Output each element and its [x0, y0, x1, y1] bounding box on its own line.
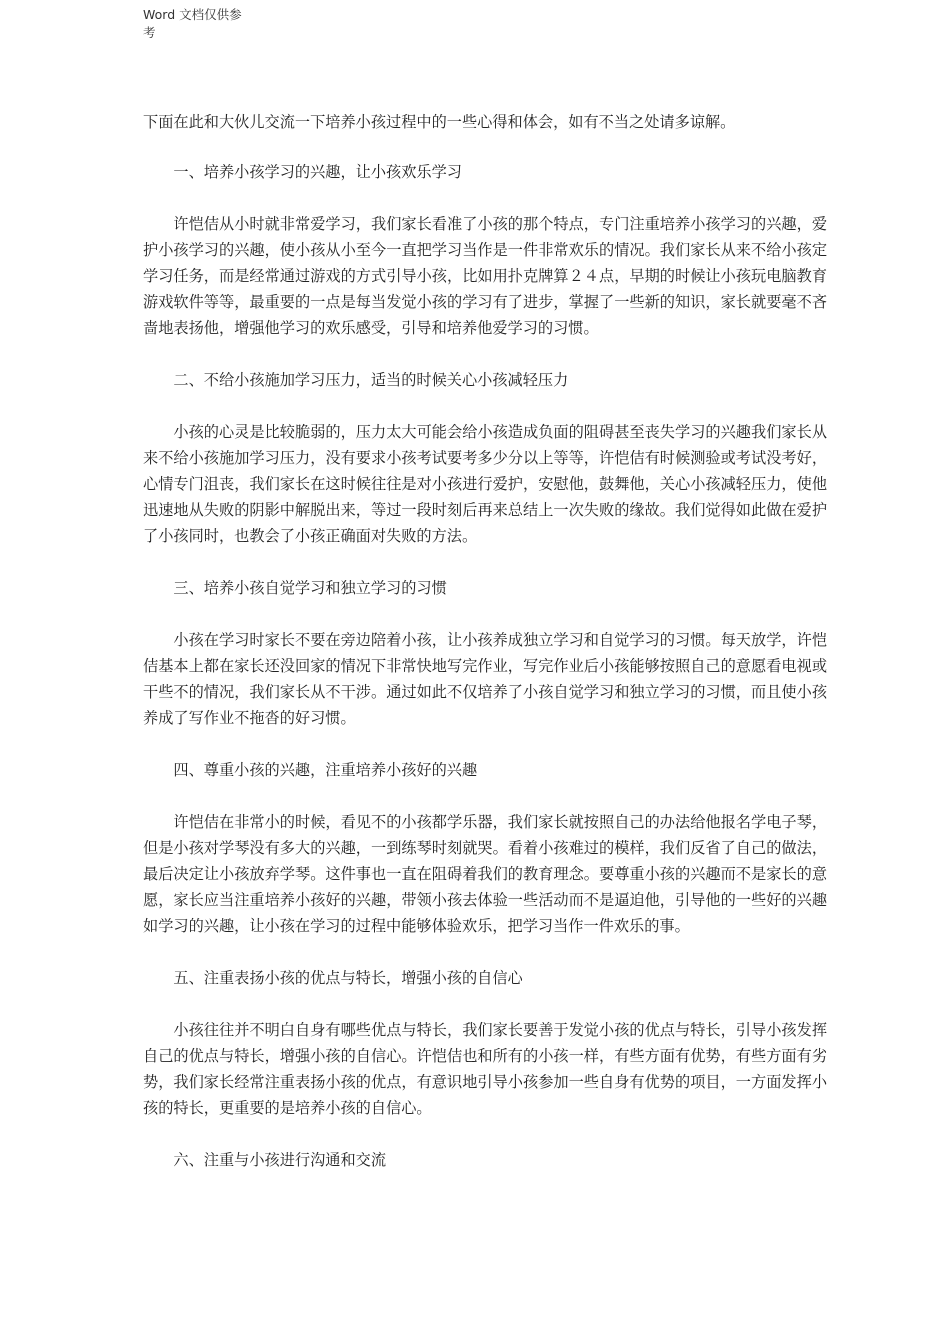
section-2-heading: 二、不给小孩施加学习压力，适当的时候关心小孩减轻压力: [173, 371, 569, 389]
section-2-body: 小孩的心灵是比较脆弱的，压力太大可能会给小孩造成负面的阻碍甚至丧失学习的兴趣我们家长从来不给小孩施加学习压力，没有要求小孩考试要考多少分以上等等，许恺佶有时候测验或考试没考好，心情专门沮丧，我们家长在这时候往往是对小孩进行爱护，安慰他，鼓舞他，关心小孩减轻压力，使他迅速地从失败的阴影中解脱出来，等过一段时刻后再来总结上一次失败的缘故。我们觉得如此做在爱护了小孩同时，也教会了小孩正确面对失败的方法。: [143, 423, 827, 545]
section-3-body: 小孩在学习时家长不要在旁边陪着小孩，让小孩养成独立学习和自觉学习的习惯。每天放学，许恺佶基本上都在家长还没回家的情况下非常快地写完作业，写完作业后小孩能够按照自己的意愿看电视或干些不的情况，我们家长从不干涉。通过如此不仅培养了小孩自觉学习和独立学习的习惯，而且使小孩养成了写作业不拖沓的好习惯。: [143, 631, 827, 727]
section-1-heading: 一、培养小孩学习的兴趣，让小孩欢乐学习: [173, 163, 462, 181]
intro-paragraph: 下面在此和大伙儿交流一下培养小孩过程中的一些心得和体会，如有不当之处请多谅解。: [143, 113, 736, 131]
section-1-body: 许恺佶从小时就非常爱学习，我们家长看准了小孩的那个特点，专门注重培养小孩学习的兴趣，爱护小孩学习的兴趣，使小孩从小至今一直把学习当作是一件非常欢乐的情况。我们家长从来不给小孩定学习任务，而是经常通过游戏的方式引导小孩，比如用扑克牌算２４点，早期的时候让小孩玩电脑教育游戏软件等等，最重要的一点是每当发觉小孩的学习有了进步，掌握了一些新的知识，家长就要毫不吝啬地表扬他，增强他学习的欢乐感受，引导和培养他爱学习的习惯。: [143, 215, 827, 337]
section-5-heading: 五、注重表扬小孩的优点与特长，增强小孩的自信心: [173, 969, 523, 987]
section-4-heading: 四、尊重小孩的兴趣，注重培养小孩好的兴趣: [173, 761, 478, 779]
header-watermark: Word 文档仅供参考: [143, 7, 242, 40]
section-3-heading: 三、培养小孩自觉学习和独立学习的习惯: [173, 579, 447, 597]
document-body: [143, 109, 827, 1173]
section-5-body: 小孩往往并不明白自身有哪些优点与特长，我们家长要善于发觉小孩的优点与特长，引导小孩发挥自己的优点与特长，增强小孩的自信心。许恺佶也和所有的小孩一样，有些方面有优势，有些方面有劣势，我们家长经常注重表扬小孩的优点，有意识地引导小孩参加一些自身有优势的项目，一方面发挥小孩的特长，更重要的是培养小孩的自信心。: [143, 1021, 827, 1117]
section-6-heading: 六、注重与小孩进行沟通和交流: [173, 1151, 387, 1169]
section-4-body: 许恺佶在非常小的时候，看见不的小孩都学乐器，我们家长就按照自己的办法给他报名学电子琴，但是小孩对学琴没有多大的兴趣，一到练琴时刻就哭。看着小孩难过的模样，我们反省了自己的做法，最后决定让小孩放弃学琴。这件事也一直在阻碍着我们的教育理念。要尊重小孩的兴趣而不是家长的意愿，家长应当注重培养小孩好的兴趣，带领小孩去体验一些活动而不是逼迫他，引导他的一些好的兴趣如学习的兴趣，让小孩在学习的过程中能够体验欢乐，把学习当作一件欢乐的事。: [143, 813, 827, 935]
